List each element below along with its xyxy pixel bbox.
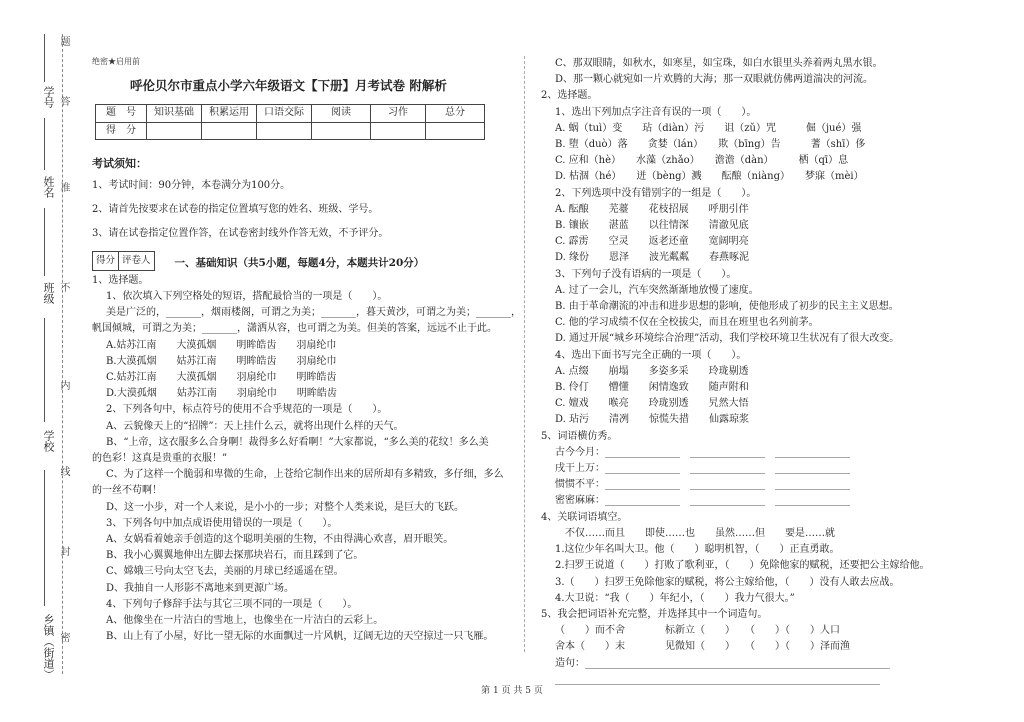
- option-line: D.大漠孤烟 姑苏江南 羽扇纶巾 明眸皓齿: [106, 388, 337, 400]
- option-line: A、云貌像天上的“招牌”：天上挂什么云，就将出现什么样的天气。: [106, 420, 404, 432]
- fill-blank-line[interactable]: 1.这位少年名叫大卫。他（ ）聪明机智，（ ）正直勇敢。: [555, 544, 840, 556]
- conjunction-options: 不仅……而且 即使……也 虽然……但 要是……就: [565, 527, 835, 539]
- option-line: C、那双眼睛，如秋水，如寒星，如宝珠，如白水银里头养着两丸黑水银。: [555, 58, 883, 69]
- student-id-line[interactable]: [44, 34, 45, 82]
- question-line: 5、我会把词语补充完整，并选择其中一个词造句。: [541, 608, 768, 620]
- option-line: B. 伶仃 懵懂 闲情逸致 随声附和: [555, 382, 749, 394]
- sentence-line[interactable]: 造句：_____________________________________________________________: [555, 657, 890, 669]
- question-line: 1、选择题。: [92, 274, 149, 286]
- score-table-score-row: [96, 122, 485, 139]
- score-cell-header: 口语交际: [257, 105, 312, 122]
- option-line: C. 应和（hè） 水藻（zhǎo） 澹澹（dàn） 栖（qī）息: [555, 155, 849, 167]
- option-line: 的一丝不苟啊！: [92, 485, 162, 497]
- section1-header: [92, 251, 522, 271]
- option-line: D、那一颗心就宛如一片欢腾的大海；那一双眼就仿佛两道湍决的河流。: [555, 74, 874, 86]
- score-cell-header: 习作: [371, 105, 426, 122]
- notice-list: [92, 178, 522, 243]
- school-label: 学校: [42, 430, 55, 452]
- option-line: 的色彩！这真是贵重的衣服！”: [92, 453, 228, 465]
- option-line: A. 点缀 崩塌 多姿多采 玲珑剔透: [555, 365, 749, 377]
- score-cell[interactable]: [426, 122, 485, 139]
- score-cell-header: 阅读: [312, 105, 371, 122]
- option-line: B. 由于革命潮流的冲击和进步思想的影响，使他形成了初步的民主主义思想。: [555, 301, 899, 313]
- option-line: C. 他的学习成绩不仅在全校拔尖，而且在班里也名列前茅。: [555, 317, 819, 329]
- option-line: B. 堕（duò）落 贪婪（lán） 欺（bīng）告 蓍（shī）侈: [555, 139, 866, 151]
- option-line: C. 嬗戏 喉亮 玲珑别透 旯然大悟: [555, 398, 749, 410]
- question-line: 4、下列句子修辞手法与其它三项不同的一项是（ ）。: [106, 598, 358, 610]
- fill-blank-line[interactable]: 惯惯不平：_______________ _______________ _______________: [555, 479, 850, 491]
- page-footer: 第 1 页 共 5 页: [481, 686, 543, 696]
- option-line: B、“上帝，这衣服多么合身啊！裁得多么好看啊！”大家都说，“多么美的花纹！多么美: [106, 436, 489, 448]
- sentence-line[interactable]: _________________________________________________________________: [555, 673, 880, 685]
- score-cell[interactable]: [202, 122, 257, 139]
- question-line: 4、关联词语填空。: [541, 511, 628, 523]
- score-table-header-row: [96, 105, 485, 122]
- mark-feng: 封: [58, 546, 69, 556]
- fill-blank-line[interactable]: 密密麻麻：_______________ _______________ _______________: [555, 495, 850, 507]
- exam-title: 呼伦贝尔市重点小学六年级语文【下册】月考试卷 附解析: [130, 78, 447, 94]
- score-cell[interactable]: [147, 122, 202, 139]
- score-cell[interactable]: [371, 122, 426, 139]
- score-row-label: 得 分: [96, 122, 147, 139]
- column-divider: [524, 56, 525, 652]
- option-line: B、我小心翼翼地伸出左脚去探那块岩石，而且踩到了它。: [106, 550, 364, 562]
- score-table: [95, 104, 485, 139]
- name-label: 姓名: [42, 176, 55, 198]
- score-cell-header: 总分: [426, 105, 485, 122]
- question-line: 美是广泛的，_______，烟雨楼阁，可谓之为美；_______，暮天黄沙，可谓之为美；_______，: [106, 307, 521, 319]
- grader-box: [92, 251, 155, 271]
- option-line: C、为了这样一个脆弱和卑微的生命，上苍给它制作出来的居所却有多精致，多仔细，多么: [106, 469, 504, 481]
- question-line: 2、下列各句中，标点符号的使用不合乎规范的一项是（ ）。: [106, 404, 388, 416]
- right-column: [541, 56, 1011, 688]
- mark-nei: 内: [58, 380, 69, 390]
- notice-title: 考试须知：: [92, 156, 147, 170]
- school-line[interactable]: [44, 318, 45, 422]
- notice-item: 1、考试时间：90分钟，本卷满分为100分。: [92, 180, 291, 192]
- question-line: 4、选出下面书写完全正确的一项（ ）。: [555, 349, 747, 361]
- fill-blank-line[interactable]: 戌干上万：_______________ _______________ _______________: [555, 463, 850, 475]
- option-line: A. 蜗（tuì）变 玷（diàn）污 诅（zǔ）咒 倔（jué）强: [555, 122, 862, 134]
- binding-margin: [0, 0, 80, 722]
- option-line: D. 缘份 恩泽 波光粼粼 春燕啄泥: [555, 252, 750, 264]
- mark-zhun: 准: [58, 182, 69, 192]
- question-line: 3、下列各句中加点成语使用错误的一项是（ ）。: [106, 517, 338, 529]
- option-line: A. 过了一会儿，汽车突然渐渐地放慢了速度。: [555, 284, 759, 296]
- fill-blank-line[interactable]: 4.大卫说：“我（ ）年纪小，（ ）我力气很大。”: [555, 592, 795, 604]
- option-line: A. 酝酿 芜薹 花枝招展 呼朋引伴: [555, 203, 749, 215]
- option-line: C. 霹雳 空灵 返老还童 宽阔明亮: [555, 236, 749, 248]
- seal-dashed-line: [62, 34, 63, 674]
- township-label: 乡镇（街道）: [42, 614, 55, 680]
- option-line: A、他像坐在一片洁白的雪地上，也像坐在一片洁白的云彩上。: [106, 615, 384, 627]
- option-line: D、我抽自一人形影不离地来到更源广场。: [106, 582, 295, 594]
- option-line: C、嫦娥三号向太空飞去，美丽的月球已经遥遥在望。: [106, 566, 344, 578]
- fill-blank-line[interactable]: 2.扫罗王说道（ ）打败了歌利亚，（ ）免除他家的赋税，还要把公主嫁给他。: [555, 560, 930, 572]
- fill-blank-line[interactable]: （ ）而不舍 标新立（ ） （ ）（ ）人口: [555, 625, 840, 637]
- score-cell-header: 知识基础: [147, 105, 202, 122]
- fill-blank-line[interactable]: 古今今月：_______________ _______________ _______________: [555, 446, 850, 458]
- option-line: D. 通过开展“城乡环境综合治理”活动，我们学校环境卫生状况有了很大改变。: [555, 333, 900, 345]
- mark-xian: 线: [58, 466, 69, 476]
- score-cell-header: 积累运用: [202, 105, 257, 122]
- option-line: A、女娲看着她亲手创造的这个聪明美丽的生物，不由得满心欢喜，眉开眼笑。: [106, 534, 454, 546]
- township-line[interactable]: [44, 470, 45, 606]
- class-line[interactable]: [44, 208, 45, 276]
- question-line: 3、下列句子没有语病的一项是（ ）。: [555, 268, 737, 280]
- option-line: B. 镶嵌 湛蓝 以往情深 清澈见底: [555, 220, 749, 232]
- mark-mi: 密: [58, 632, 69, 642]
- name-line[interactable]: [44, 118, 45, 170]
- fill-blank-line[interactable]: 舍本（ ）末 见微知（ ） （ ）（ ）泽而渔: [555, 641, 850, 653]
- mark-bu: 不: [58, 282, 69, 292]
- question-line: 2、下列选项中没有错别字的一组是（ ）。: [555, 187, 757, 199]
- score-cell[interactable]: [257, 122, 312, 139]
- score-cell-header: 题 号: [96, 105, 147, 122]
- notice-item: 3、请在试卷指定位置作答，在试卷密封线外作答无效，不予评分。: [92, 228, 389, 240]
- option-line: D. 玷污 清冽 惊慌失措 仙露琼浆: [555, 414, 750, 426]
- option-line: D. 枯涸（hé） 迸（bèng）溅 酝酿（niàng） 梦寐（mèi）: [555, 171, 864, 183]
- option-line: D、这一小步，对一个人来说，是小小的一步；对整个人类来说，是巨大的飞跃。: [106, 501, 465, 513]
- option-line: B.大漠孤烟 姑苏江南 明眸皓齿 羽扇纶巾: [106, 355, 337, 367]
- section1-title: 一、基础知识（共5小题，每题4分，本题共计20分）: [174, 256, 425, 269]
- fill-blank-line[interactable]: 3.（ ）扫罗王免除他家的赋税，将公主嫁给他，（ ）没有人敢去应战。: [555, 576, 900, 588]
- student-id-label: 学号: [42, 86, 55, 108]
- option-line: C.姑苏江南 大漠孤烟 羽扇纶巾 明眸皓齿: [106, 372, 337, 384]
- notice-item: 2、请首先按要求在试卷的指定位置填写您的姓名、班级、学号。: [92, 204, 379, 216]
- option-line: B、山上有了小屋，好比一望无际的水面飘过一片风帆，辽阔无边的天空掠过一只飞雁。: [106, 631, 494, 643]
- class-label: 班级: [42, 282, 55, 304]
- option-line: A.姑苏江南 大漠孤烟 明眸皓齿 羽扇纶巾: [106, 339, 337, 351]
- question-line: 5、词语横仿秀。: [541, 430, 618, 442]
- mark-da: 答: [58, 96, 69, 106]
- question-line: 2、选择题。: [541, 90, 598, 102]
- left-column: [92, 54, 522, 646]
- mark-ti: 题: [58, 36, 69, 46]
- question-line: 1、选出下列加点字注音有误的一项（ ）。: [555, 106, 757, 118]
- score-cell[interactable]: [312, 122, 371, 139]
- secret-mark: 绝密★启用前: [92, 57, 140, 66]
- grader-score: 得分: [93, 252, 119, 270]
- question-line: 帆国倾城，可谓之为美；_______，潇洒从容，也可谓之为美。但美的答案，远远不止于此。: [92, 323, 497, 335]
- question-line: 1、依次填入下列空格处的短语，搭配最恰当的一项是（ ）。: [106, 291, 388, 303]
- grader-reviewer: 评卷人: [122, 254, 151, 266]
